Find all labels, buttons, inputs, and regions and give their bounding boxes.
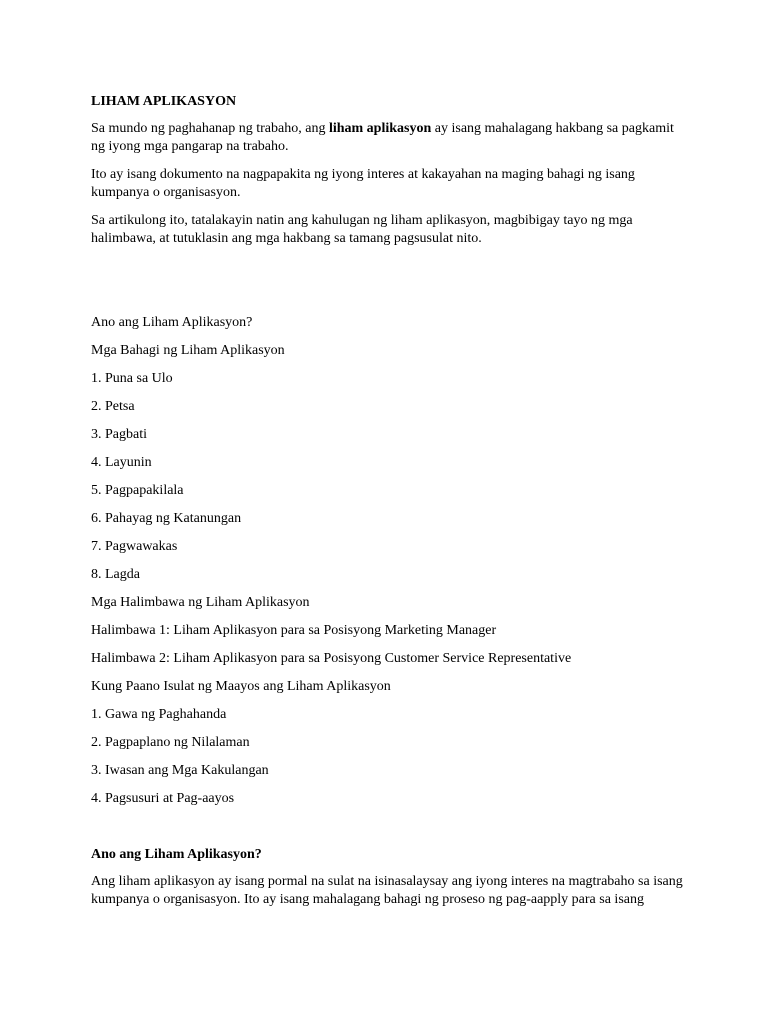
toc-item: 7. Pagwawakas bbox=[91, 539, 178, 554]
toc-item: 1. Gawa ng Paghahanda bbox=[91, 707, 227, 722]
toc-item: 1. Puna sa Ulo bbox=[91, 371, 173, 386]
section-body-paragraph: Ang liham aplikasyon ay isang pormal na sulat na isinasalaysay ang iyong interes na magtrabaho sa isang kumpanya o organisasyon. Ito ay isang mahalagang bahagi ng proseso ng pag-aapply para sa isang bbox=[91, 874, 683, 907]
intro-paragraph-3: Sa artikulong ito, tatalakayin natin ang kahulugan ng liham aplikasyon, magbibigay tayo ng mga halimbawa, at tutuklasin ang mga hakbang sa tamang pagsusulat nito. bbox=[91, 213, 633, 246]
toc-item: 6. Pahayag ng Katanungan bbox=[91, 511, 242, 526]
toc-item: 4. Pagsusuri at Pag-aayos bbox=[91, 791, 235, 806]
toc-item: 8. Lagda bbox=[91, 567, 140, 582]
toc-item: Halimbawa 1: Liham Aplikasyon para sa Posisyong Marketing Manager bbox=[91, 623, 497, 638]
toc-item: 4. Layunin bbox=[91, 455, 152, 470]
toc-item: 3. Pagbati bbox=[91, 427, 147, 442]
toc-item: 5. Pagpapakilala bbox=[91, 483, 184, 498]
toc-item: 3. Iwasan ang Mga Kakulangan bbox=[91, 763, 269, 778]
section-heading: Ano ang Liham Aplikasyon? bbox=[91, 847, 262, 862]
intro-paragraph-2: Ito ay isang dokumento na nagpapakita ng iyong interes at kakayahan na maging bahagi ng isang kumpanya o organisasyon. bbox=[91, 167, 635, 200]
toc-item: Mga Halimbawa ng Liham Aplikasyon bbox=[91, 595, 310, 610]
toc-item: 2. Petsa bbox=[91, 399, 135, 414]
intro-p1-text-start: Sa mundo ng paghahanap ng trabaho, ang bbox=[91, 121, 329, 136]
intro-paragraph-1 bbox=[91, 120, 691, 156]
toc-item: Ano ang Liham Aplikasyon? bbox=[91, 315, 253, 330]
intro-p1-bold-term: liham aplikasyon bbox=[328, 121, 432, 136]
document-title: LIHAM APLIKASYON bbox=[91, 94, 237, 109]
toc-item: 2. Pagpaplano ng Nilalaman bbox=[91, 735, 250, 750]
intro-p1-text-end: ay isang mahalagang hakbang sa pagkamit ng iyong mga pangarap na trabaho. bbox=[91, 121, 674, 154]
toc-item: Halimbawa 2: Liham Aplikasyon para sa Posisyong Customer Service Representative bbox=[91, 651, 572, 666]
toc-item: Mga Bahagi ng Liham Aplikasyon bbox=[91, 343, 285, 358]
toc-item: Kung Paano Isulat ng Maayos ang Liham Aplikasyon bbox=[91, 679, 391, 694]
